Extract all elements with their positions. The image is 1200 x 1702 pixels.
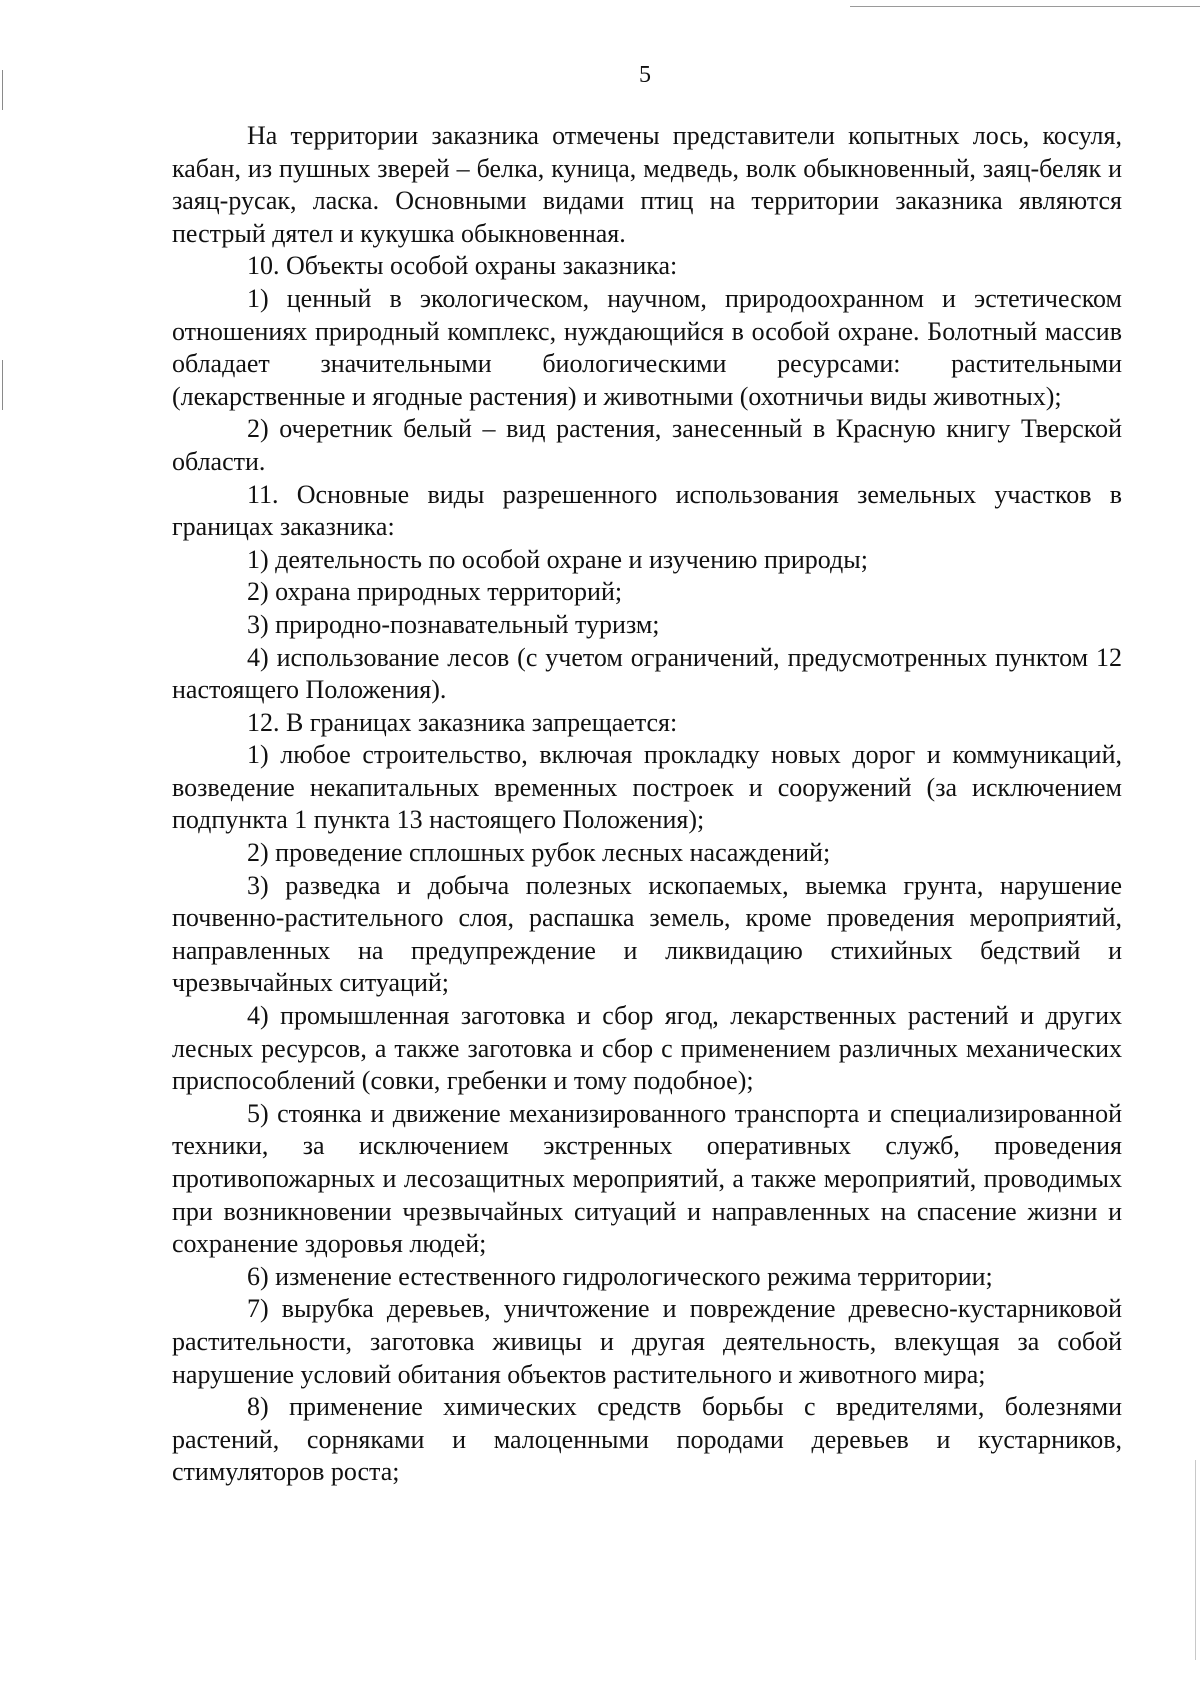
paragraph-section-11-item-4: 4) использование лесов (с учетом ограничений, предусмотренных пунктом 12 настоящего Положения). [172,642,1122,705]
paragraph-section-11-heading: 11. Основные виды разрешенного использования земельных участков в границах заказника: [172,479,1122,542]
paragraph-fauna: На территории заказника отмечены представители копытных лось, косуля, кабан, из пушных зверей – белка, куница, медведь, волк обыкновенный, заяц-беляк и заяц-русак, ласка. Основными видами птиц на территории заказника являются пестрый дятел и кукушка обыкновенная. [172,121,1122,248]
paragraph-section-12-item-6: 6) изменение естественного гидрологического режима территории; [247,1261,993,1291]
paragraph-section-12-item-4: 4) промышленная заготовка и сбор ягод, лекарственных растений и других лесных ресурсов, а также заготовка и сбор с применением различных механических приспособлений (совки, гребенки и тому подобное); [172,1001,1122,1096]
paragraph-section-11-item-1: 1) деятельность по особой охране и изучению природы; [247,544,868,574]
paragraph-section-11-item-2: 2) охрана природных территорий; [247,577,623,607]
paragraph-section-12-item-7: 7) вырубка деревьев, уничтожение и повреждение древесно-кустарниковой растительности, заготовка живицы и другая деятельность, влекущая за собой нарушение условий обитания объектов растительного и животного мира; [172,1294,1122,1389]
scan-artifact-mark [1195,1460,1196,1660]
page-number: 5 [639,62,651,88]
paragraph-section-12-item-2: 2) проведение сплошных рубок лесных насаждений; [247,838,831,868]
paragraph-section-10-item-1: 1) ценный в экологическом, научном, природоохранном и эстетическом отношениях природный комплекс, нуждающийся в особой охране. Болотный массив обладает значительными биологическими ресурсами: растительными (лекарственные и ягодные растения) и животными (охотничьи виды животных); [172,283,1122,411]
paragraph-section-12-item-1: 1) любое строительство, включая прокладку новых дорог и коммуникаций, возведение некапитальных временных построек и сооружений (за исключением подпункта 1 пункта 13 настоящего Положения); [172,740,1122,835]
paragraph-section-11-item-3: 3) природно-познавательный туризм; [247,609,660,639]
paragraph-section-12-item-5: 5) стоянка и движение механизированного транспорта и специализированной техники, за исключением экстренных оперативных служб, проведения противопожарных и лесозащитных мероприятий, а также мероприятий, проводимых при возникновении чрезвычайных ситуаций и направленных на спасение жизни и сохранение здоровья людей; [172,1098,1122,1259]
scan-artifact-line [850,6,1200,7]
paragraph-section-12-item-8: 8) применение химических средств борьбы с вредителями, болезнями растений, сорняками и малоценными породами деревьев и кустарников, стимуляторов роста; [172,1392,1122,1487]
paragraph-section-10-item-2: 2) очеретник белый – вид растения, занесенный в Красную книгу Тверской области. [172,414,1122,476]
document-body [172,120,1122,1489]
scan-artifact-mark [2,360,3,410]
paragraph-section-10-heading: 10. Объекты особой охраны заказника: [247,251,678,281]
paragraph-section-12-heading: 12. В границах заказника запрещается: [247,707,678,737]
paragraph-section-12-item-3: 3) разведка и добыча полезных ископаемых, выемка грунта, нарушение почвенно-растительного слоя, распашка земель, кроме проведения мероприятий, направленных на предупреждение и ликвидацию стихийных бедствий и чрезвычайных ситуаций; [172,870,1122,998]
